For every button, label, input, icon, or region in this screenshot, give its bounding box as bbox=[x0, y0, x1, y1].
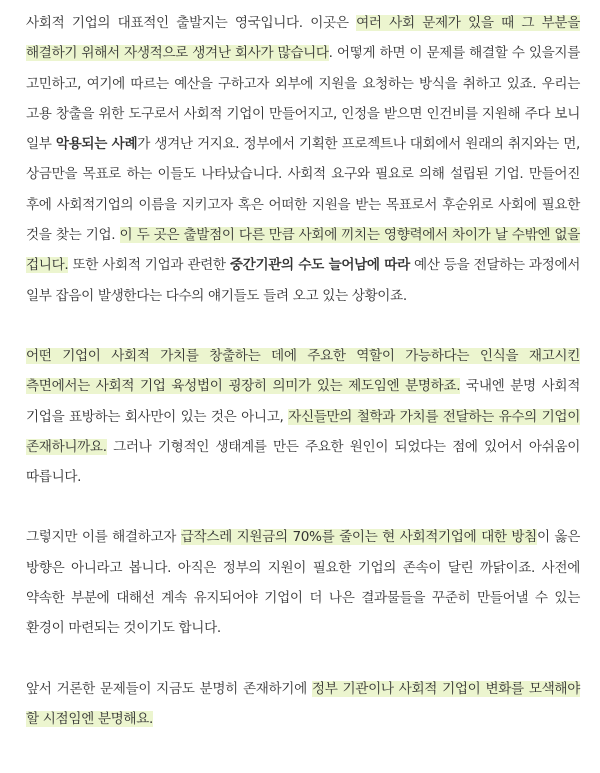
highlighted-text: 자신들만의 철학과 가치를 전달하는 유수의 기업이 존재하니까요. bbox=[26, 408, 580, 455]
text-run: 앞서 거론한 문제들이 지금도 분명히 존재하기에 bbox=[26, 680, 312, 697]
text-run: 이 옳은 방향은 아니라고 봅니다. 아직은 정부의 지원이 필요한 기업의 존속이 달린 까닭이죠. 사전에 약속한 부분에 대해선 계속 유지되어야 기업이 더 나은 결과물들을 꾸준히 만들어낼 수 있는 환경이 마련되는 것이기도 합니다. bbox=[26, 529, 581, 637]
text-run: 그렇지만 이를 해결하고자 bbox=[26, 529, 181, 546]
bold-text: 중간기관의 수도 늘어남에 따라 bbox=[229, 257, 410, 274]
text-run: 예산 등을 전달하는 과정에서 일부 잡음이 발생한다는 다수의 얘기들도 들려 오고 있는 상황이죠. bbox=[26, 257, 581, 304]
paragraph-spacer bbox=[26, 644, 580, 674]
text-run: . 어떻게 하면 이 문제를 해결할 수 있을지를 고민하고, 여기에 따르는 예산을 구하고자 외부에 지원을 요청하는 방식을 취하고 있죠. 우리는 고용 창출을 위한 도구로서 사회적 기업이 만들어지고, 인정을 받으면 인건비를 지원해 주다 보니 일부 bbox=[26, 45, 580, 153]
highlighted-text: 급작스레 지원금의 70%를 줄이는 현 사회적기업에 대한 방침 bbox=[180, 529, 537, 546]
paragraph-conclusion bbox=[26, 674, 580, 735]
paragraph-spacer bbox=[26, 492, 580, 522]
bold-text: 악용되는 사례 bbox=[55, 136, 138, 153]
highlighted-text: 이 두 곳은 출발점이 다른 만큼 사회에 끼치는 영향력에서 차이가 날 수밖엔 없을 겁니다. bbox=[26, 227, 580, 274]
highlighted-text: 여러 사회 문제가 있을 때 그 부분을 해결하기 위해서 자생적으로 생겨난 회사가 많습니다 bbox=[26, 15, 580, 62]
highlighted-text: 정부 기관이나 사회적 기업이 변화를 모색해야 할 시점임엔 분명해요. bbox=[26, 680, 580, 727]
text-run: 사회적 기업의 대표적인 출발지는 영국입니다. 이곳은 bbox=[26, 15, 357, 31]
highlighted-text: 어떤 기업이 사회적 가치를 창출하는 데에 주요한 역할이 가능하다는 인식을 재고시킨 측면에서는 사회적 기업 육성법이 굉장히 의미가 있는 제도임엔 분명하죠. bbox=[26, 347, 580, 395]
paragraph-funding-cut bbox=[26, 522, 580, 643]
paragraph-social-enterprise-act bbox=[26, 341, 580, 492]
text-run: 국내엔 분명 사회적 기업을 표방하는 회사만이 있는 것은 아니고, bbox=[26, 378, 580, 425]
text-run: 또한 사회적 기업과 관련한 bbox=[68, 257, 230, 274]
text-run: 그러나 기형적인 생태계를 만든 주요한 원인이 되었다는 점에 있어서 아쉬움이 따릅니다. bbox=[26, 438, 580, 486]
paragraph-origin-of-social-enterprise bbox=[26, 8, 580, 311]
text-run: 가 생겨난 거지요. 정부에서 기획한 프로젝트나 대회에서 원래의 취지와는 먼, 상금만을 목표로 하는 이들도 나타났습니다. 사회적 요구와 필요로 의해 설립된 기업. 만들어진 후에 사회적기업의 이름을 지키고자 혹은 어떠한 지원을 받는 목표로서 후순위로 사회에 필요한 것을 찾는 기업. bbox=[26, 136, 580, 244]
paragraph-spacer bbox=[26, 311, 580, 341]
